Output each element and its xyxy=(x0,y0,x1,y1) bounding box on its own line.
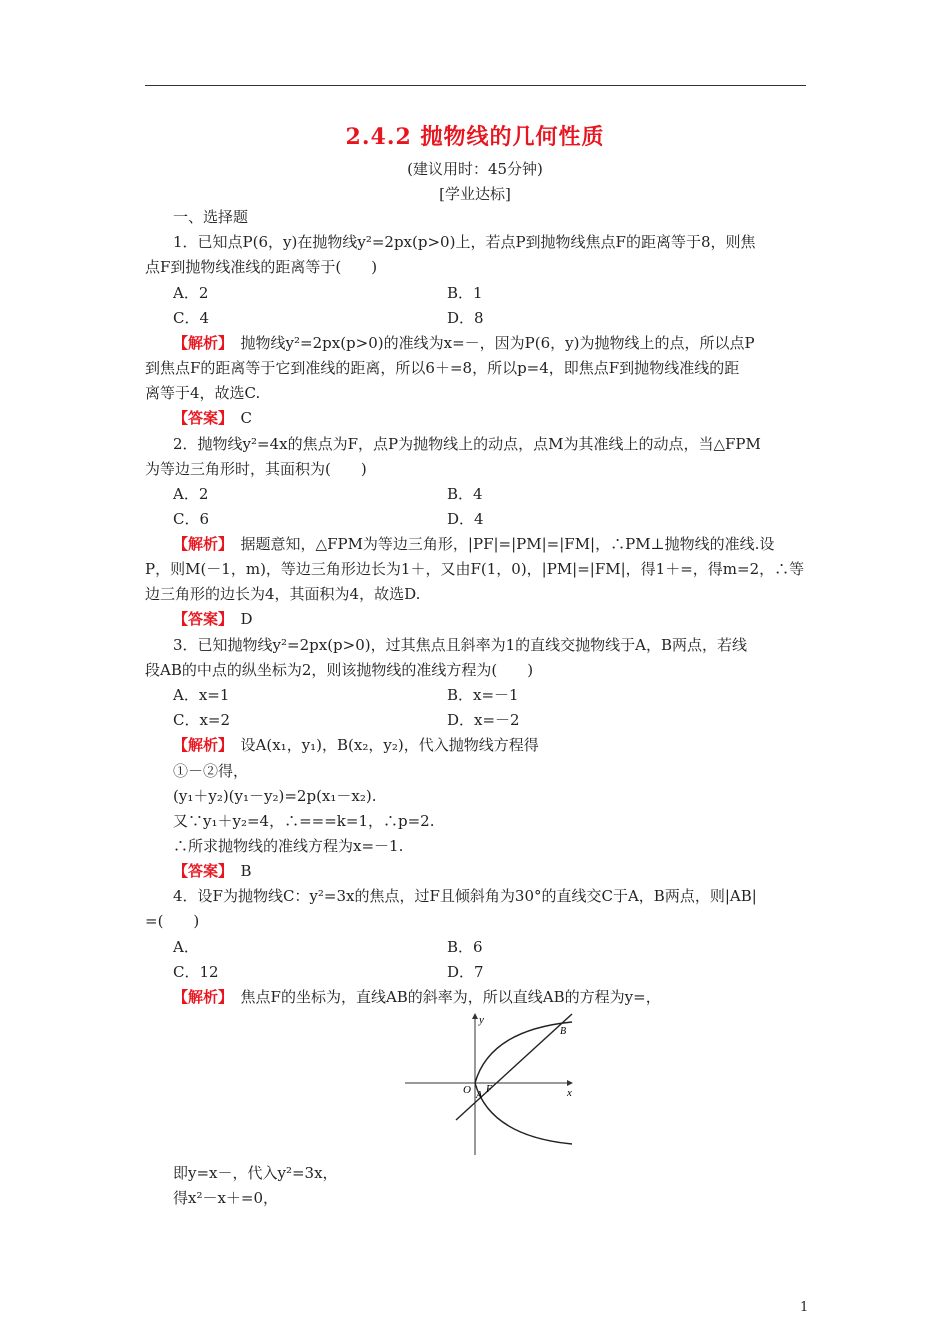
q1-answer-line xyxy=(173,408,252,428)
q3-option-b: B．x=－1 xyxy=(447,686,519,704)
q4-continue-line2: 得x²－x＋=0， xyxy=(173,1189,279,1207)
q1-stem-line1: 1．已知点P(6，y)在抛物线y²=2px(p>0)上，若点P到抛物线焦点F的距离等于8，则焦 xyxy=(173,233,756,251)
page-number: 1 xyxy=(800,1300,809,1315)
part-heading: 一、选择题 xyxy=(173,208,249,226)
q1-option-a: A．2 xyxy=(173,284,209,302)
q2-analysis-line2: P，则M(－1，m)，等边三角形边长为1＋，又由F(1，0)，|PM|=|FM|，得1＋=，得m=2，∴等 xyxy=(145,560,805,578)
q4-option-a: A． xyxy=(173,938,199,956)
q2-stem-line1: 2．抛物线y²=4x的焦点为F，点P为抛物线上的动点，点M为其准线上的动点，当△FPM xyxy=(173,435,761,453)
q4-continue-line1: 即y=x－，代入y²=3x， xyxy=(173,1164,338,1182)
x-axis-label: x xyxy=(567,1087,572,1099)
answer-tag: 【答案】 xyxy=(173,610,226,628)
point-b-label: B xyxy=(560,1026,567,1037)
q3-stem-line1: 3．已知抛物线y²=2px(p>0)，过其焦点且斜率为1的直线交抛物线于A，B两点，若线 xyxy=(173,636,748,654)
q1-analysis-line2: 到焦点F的距离等于它到准线的距离，所以6＋=8，所以p=4，即焦点F到抛物线准线的距 xyxy=(145,359,740,377)
q4-option-b: B．6 xyxy=(447,938,483,956)
q3-option-a: A．x=1 xyxy=(173,686,230,704)
q2-analysis-line3: 边三角形的边长为4，其面积为4，故选D. xyxy=(145,585,421,603)
focal-chord-line xyxy=(456,1014,572,1120)
q3-analysis-line3: (y₁＋y₂)(y₁－y₂)=2p(x₁－x₂). xyxy=(173,787,377,805)
q3-option-c: C．x=2 xyxy=(173,711,231,729)
q3-analysis-line4: 又∵y₁＋y₂=4，∴===k=1，∴p=2. xyxy=(173,812,435,830)
q1-analysis-line3: 离等于4，故选C. xyxy=(145,384,261,402)
q1-stem-line2: 点F到抛物线准线的距离等于( ) xyxy=(145,258,378,276)
y-axis-label: y xyxy=(479,1014,484,1026)
answer-tag: 【答案】 xyxy=(173,409,226,427)
origin-label: O xyxy=(463,1084,471,1096)
point-a-label: A xyxy=(476,1090,483,1101)
q1-option-c: C．4 xyxy=(173,309,210,327)
q3-answer-line xyxy=(173,861,252,881)
q4-option-c: C．12 xyxy=(173,963,219,981)
q2-analysis-line1 xyxy=(173,534,774,554)
analysis-tag: 【解析】 xyxy=(173,736,226,754)
q1-option-d: D．8 xyxy=(447,309,484,327)
q1-option-b: B．1 xyxy=(447,284,483,302)
q3-answer: B xyxy=(240,862,252,880)
analysis-tag: 【解析】 xyxy=(173,334,226,352)
section-label: [学业达标] xyxy=(439,185,511,203)
header-rule xyxy=(145,85,806,86)
q2-analysis-text1: 据题意知，△FPM为等边三角形，|PF|=|PM|=|FM|，∴PM⊥抛物线的准线.设 xyxy=(240,535,775,553)
q4-stem-line2: =( ) xyxy=(145,912,200,930)
q3-option-d: D．x=－2 xyxy=(447,711,520,729)
q3-analysis-text1: 设A(x₁，y₁)，B(x₂，y₂)，代入抛物线方程得 xyxy=(240,736,539,754)
answer-tag: 【答案】 xyxy=(173,862,226,880)
q3-analysis-line2: ①－②得， xyxy=(173,762,249,780)
q2-option-b: B．4 xyxy=(447,485,483,503)
q2-answer: D xyxy=(240,610,253,628)
q1-answer: C xyxy=(240,409,253,427)
parabola-figure xyxy=(400,1010,580,1158)
q2-option-a: A．2 xyxy=(173,485,209,503)
q2-answer-line xyxy=(173,609,253,629)
q1-analysis-line1 xyxy=(173,333,755,353)
q3-analysis-line1 xyxy=(173,735,539,755)
q2-option-d: D．4 xyxy=(447,510,484,528)
q3-analysis-line5: ∴所求抛物线的准线方程为x=－1. xyxy=(173,837,404,855)
q4-option-d: D．7 xyxy=(447,963,484,981)
page-title: 2.4.2 抛物线的几何性质 xyxy=(345,124,605,150)
analysis-tag: 【解析】 xyxy=(173,535,226,553)
analysis-tag: 【解析】 xyxy=(173,988,226,1006)
q4-stem-line1: 4．设F为抛物线C：y²=3x的焦点，过F且倾斜角为30°的直线交C于A，B两点，则|AB| xyxy=(173,887,757,905)
q2-stem-line2: 为等边三角形时，其面积为( ) xyxy=(145,460,367,478)
q2-option-c: C．6 xyxy=(173,510,210,528)
q1-analysis-text1: 抛物线y²=2px(p>0)的准线为x=－，因为P(6，y)为抛物线上的点，所以点P xyxy=(240,334,755,352)
q3-stem-line2: 段AB的中点的纵坐标为2，则该抛物线的准线方程为( ) xyxy=(145,661,534,679)
suggested-time: (建议用时：45分钟) xyxy=(407,160,543,178)
q4-analysis-line1 xyxy=(173,987,661,1007)
focus-label: F xyxy=(486,1084,493,1095)
q4-analysis-text1: 焦点F的坐标为，直线AB的斜率为，所以直线AB的方程为y=， xyxy=(240,988,661,1006)
